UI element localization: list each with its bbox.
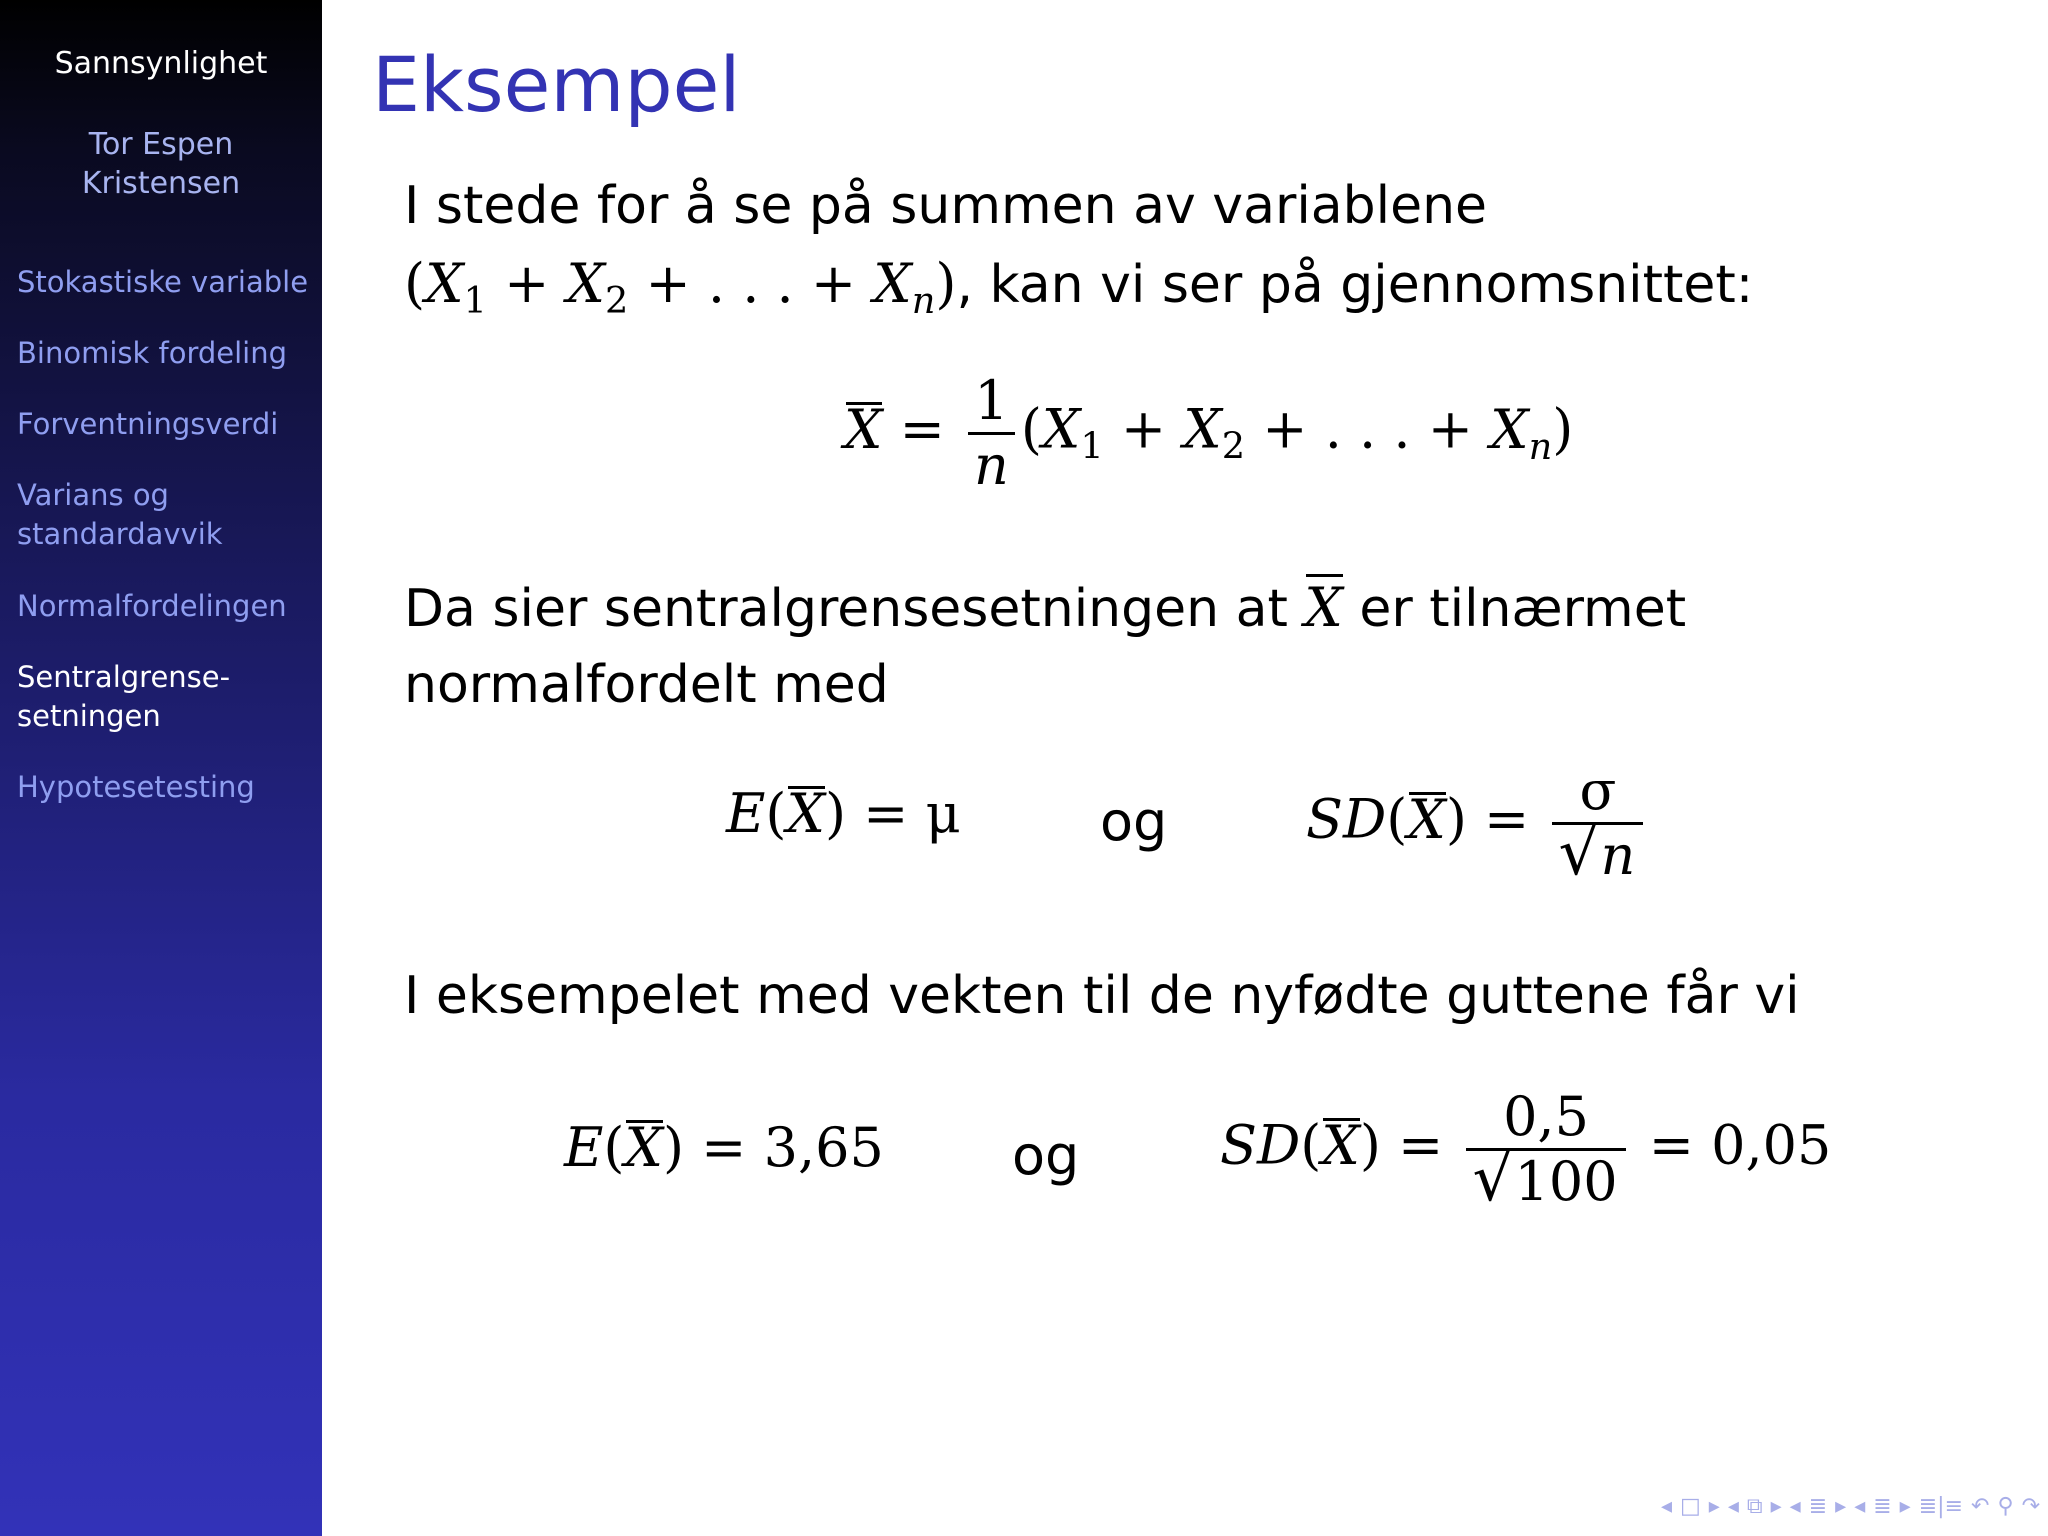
sqrt-100: √ 100 <box>1472 1142 1618 1217</box>
fraction-one-over-n: $\frac{1}{n}$ <box>968 370 1015 497</box>
sd-value-formula: SD(X) = 0,5 √ 100 = 0,05 <box>1220 1085 1832 1217</box>
expectation-value-formula: E(X) = 3,65 <box>564 1116 884 1179</box>
nav-search-icon[interactable]: ⚲ <box>1997 1493 2014 1519</box>
sidebar-item-normalfordelingen[interactable]: Normalfordelingen <box>17 589 287 623</box>
sd-denominator: 100 <box>1514 1150 1618 1214</box>
sidebar-item-hypotesetesting[interactable]: Hypotesetesting <box>17 770 255 804</box>
sidebar-item-binomisk-fordeling[interactable]: Binomisk fordeling <box>17 336 288 370</box>
nav-frame-icon[interactable]: □ <box>1680 1493 1701 1519</box>
sidebar-item-varians-line2[interactable]: standardavvik <box>17 517 223 551</box>
x-bar-symbol: X <box>1304 570 1342 646</box>
presentation-title[interactable]: Sannsynlighet <box>54 46 268 81</box>
sd-formula: SD(X) = σ √ n <box>1306 760 1649 887</box>
sidebar-item-forventningsverdi[interactable]: Forventningsverdi <box>17 407 279 441</box>
frame-title: Eksempel <box>372 40 741 129</box>
nav-doc-icon[interactable]: ≣|≡ <box>1918 1493 1963 1519</box>
sqrt-n: √ n <box>1558 816 1636 891</box>
sum-expression: ($X_1 + X_2$ + . . . + $X_n$) <box>404 252 957 323</box>
nav-next-subsection-icon[interactable]: ▸ <box>1770 1493 1782 1519</box>
slide-content <box>322 0 2048 1536</box>
sidebar-item-sentralgrense-line2[interactable]: setningen <box>17 699 161 733</box>
nav-back-icon[interactable]: ↶ <box>1971 1493 1990 1519</box>
paragraph-1-line-2-text: , kan vi ser på gjennomsnittet: <box>956 255 1754 315</box>
fraction-05-over-sqrt-100 <box>1466 1085 1625 1217</box>
beamer-navigation-bar <box>1661 1486 2040 1526</box>
author-name-line1: Tor Espen <box>88 127 234 162</box>
sidebar-item-sentralgrense-line1[interactable]: Sentralgrense- <box>17 660 231 694</box>
paragraph-2-line-2: normalfordelt med <box>404 655 889 715</box>
nav-subsection-icon[interactable]: ⧉ <box>1746 1493 1763 1519</box>
sidebar <box>0 0 322 1536</box>
nav-next-doc-icon[interactable]: ▸ <box>1899 1493 1911 1519</box>
nav-next-section-icon[interactable]: ▸ <box>1835 1493 1847 1519</box>
fraction-sigma-over-sqrt-n: σ √ n <box>1552 760 1643 887</box>
paragraph-2-line-1 <box>404 570 1686 647</box>
paragraph-2-text-a: Da sier sentralgrensesetningen at <box>404 579 1288 639</box>
nav-prev-subsection-icon[interactable]: ◂ <box>1727 1493 1739 1519</box>
nav-forward-icon[interactable]: ↷ <box>2021 1493 2040 1519</box>
og-word-1: og <box>1100 790 1168 853</box>
mean-formula: X = $\frac{1}{n}$ ($X_1 + X_2$ + . . . + $X_n$) <box>844 369 1574 498</box>
sidebar-item-varians-line1[interactable]: Varians og <box>17 478 169 512</box>
nav-prev-frame-icon[interactable]: ◂ <box>1660 1493 1672 1519</box>
mean-value: 3,65 <box>763 1116 884 1179</box>
sd-numerator: 0,5 <box>1503 1085 1589 1148</box>
nav-prev-section-icon[interactable]: ◂ <box>1789 1493 1801 1519</box>
author-name-line2: Kristensen <box>81 166 241 201</box>
og-word-2: og <box>1012 1124 1080 1187</box>
paragraph-2-text-b: er tilnærmet <box>1359 579 1687 639</box>
nav-prev-doc-icon[interactable]: ◂ <box>1854 1493 1866 1519</box>
nav-doc-section-icon[interactable]: ≣ <box>1873 1493 1892 1519</box>
nav-section-icon[interactable]: ≣ <box>1808 1493 1828 1519</box>
nav-next-frame-icon[interactable]: ▸ <box>1708 1493 1720 1519</box>
sd-value: 0,05 <box>1711 1113 1832 1177</box>
paragraph-1-line-1: I stede for å se på summen av variablene <box>404 176 1488 236</box>
expectation-formula: E(X) = μ <box>726 782 961 845</box>
paragraph-1-line-2 <box>404 246 1753 323</box>
paragraph-3: I eksempelet med vekten til de nyfødte guttene får vi <box>404 966 1800 1026</box>
sidebar-item-stokastiske-variable[interactable]: Stokastiske variable <box>17 265 309 299</box>
